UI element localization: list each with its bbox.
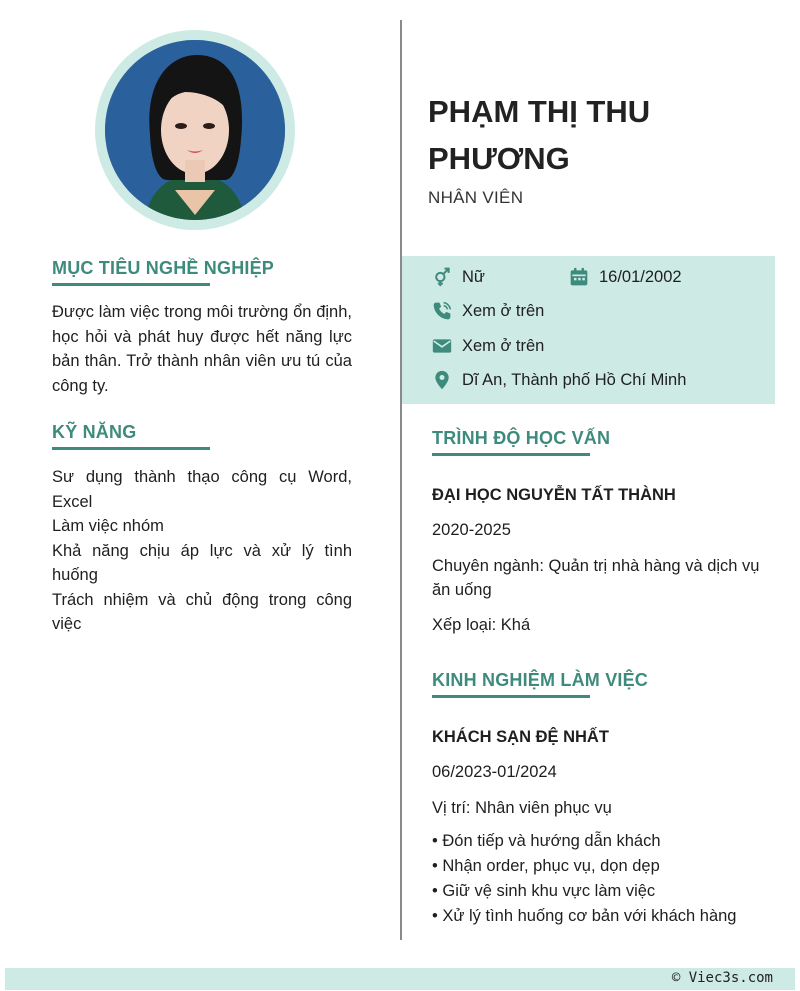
school-name: ĐẠI HỌC NGUYỄN TẤT THÀNH	[432, 486, 676, 504]
avatar	[105, 40, 285, 220]
skills-section	[52, 422, 352, 637]
avatar-frame	[95, 30, 295, 230]
calendar-icon	[569, 267, 589, 287]
gender-row	[432, 267, 485, 287]
address-value: Dĩ An, Thành phố Hồ Chí Minh	[462, 370, 687, 389]
skill-item: Khả năng chịu áp lực và xử lý tình huống	[52, 541, 352, 584]
duty-item: • Giữ vệ sinh khu vực làm việc	[432, 882, 656, 900]
contact-panel	[402, 256, 775, 404]
footer-credit: © Viec3s.com	[671, 970, 773, 986]
objective-text: Được làm việc trong môi trường ổn định, học hỏi và phát huy được hết năng lực bản thân. Trở thành nhân viên ưu tú của công ty.	[52, 303, 352, 395]
duty-item: • Nhận order, phục vụ, dọn dẹp	[432, 857, 660, 875]
objective-section	[52, 258, 352, 398]
phone-icon	[432, 301, 452, 321]
company-name: KHÁCH SẠN ĐỆ NHẤT	[432, 728, 609, 746]
gender-icon	[432, 267, 452, 287]
experience-period: 06/2023-01/2024	[432, 763, 557, 781]
dob-value: 16/01/2002	[599, 267, 682, 286]
education-major: Chuyên ngành: Quản trị nhà hàng và dịch vụ ăn uống	[432, 556, 760, 599]
skills-underline	[52, 447, 210, 450]
education-title: TRÌNH ĐỘ HỌC VẤN	[432, 428, 611, 448]
address-row	[432, 370, 686, 390]
mail-icon	[432, 336, 452, 356]
skill-item: Sư dụng thành thạo công cụ Word, Excel	[52, 468, 352, 511]
column-divider	[400, 20, 402, 940]
experience-section	[432, 670, 772, 929]
education-underline	[432, 453, 590, 456]
skill-item: Trách nhiệm và chủ động trong công việc	[52, 590, 352, 633]
objective-underline	[52, 283, 210, 286]
candidate-role: NHÂN VIÊN	[428, 188, 524, 207]
skills-title: KỸ NĂNG	[52, 422, 137, 442]
email-row	[432, 336, 544, 356]
email-value: Xem ở trên	[462, 336, 545, 355]
objective-title: MỤC TIÊU NGHỀ NGHIỆP	[52, 258, 275, 278]
experience-position: Vị trí: Nhân viên phục vụ	[432, 798, 612, 817]
phone-value: Xem ở trên	[462, 301, 545, 320]
duty-list	[432, 829, 772, 929]
candidate-name: PHẠM THỊ THU PHƯƠNG	[428, 94, 651, 176]
skill-item: Làm việc nhóm	[52, 517, 164, 535]
profile-photo	[105, 40, 285, 220]
gender-value: Nữ	[462, 267, 485, 286]
experience-underline	[432, 695, 590, 698]
footer-bar	[5, 968, 795, 990]
duty-item: • Đón tiếp và hướng dẫn khách	[432, 832, 661, 850]
phone-row	[432, 301, 544, 321]
duty-item: • Xử lý tình huống cơ bản với khách hàng	[432, 907, 737, 925]
education-section	[432, 428, 772, 637]
education-grade: Xếp loại: Khá	[432, 615, 531, 634]
dob-row	[569, 267, 682, 287]
experience-title: KINH NGHIỆM LÀM VIỆC	[432, 670, 649, 690]
education-period: 2020-2025	[432, 521, 511, 539]
location-pin-icon	[432, 370, 452, 390]
